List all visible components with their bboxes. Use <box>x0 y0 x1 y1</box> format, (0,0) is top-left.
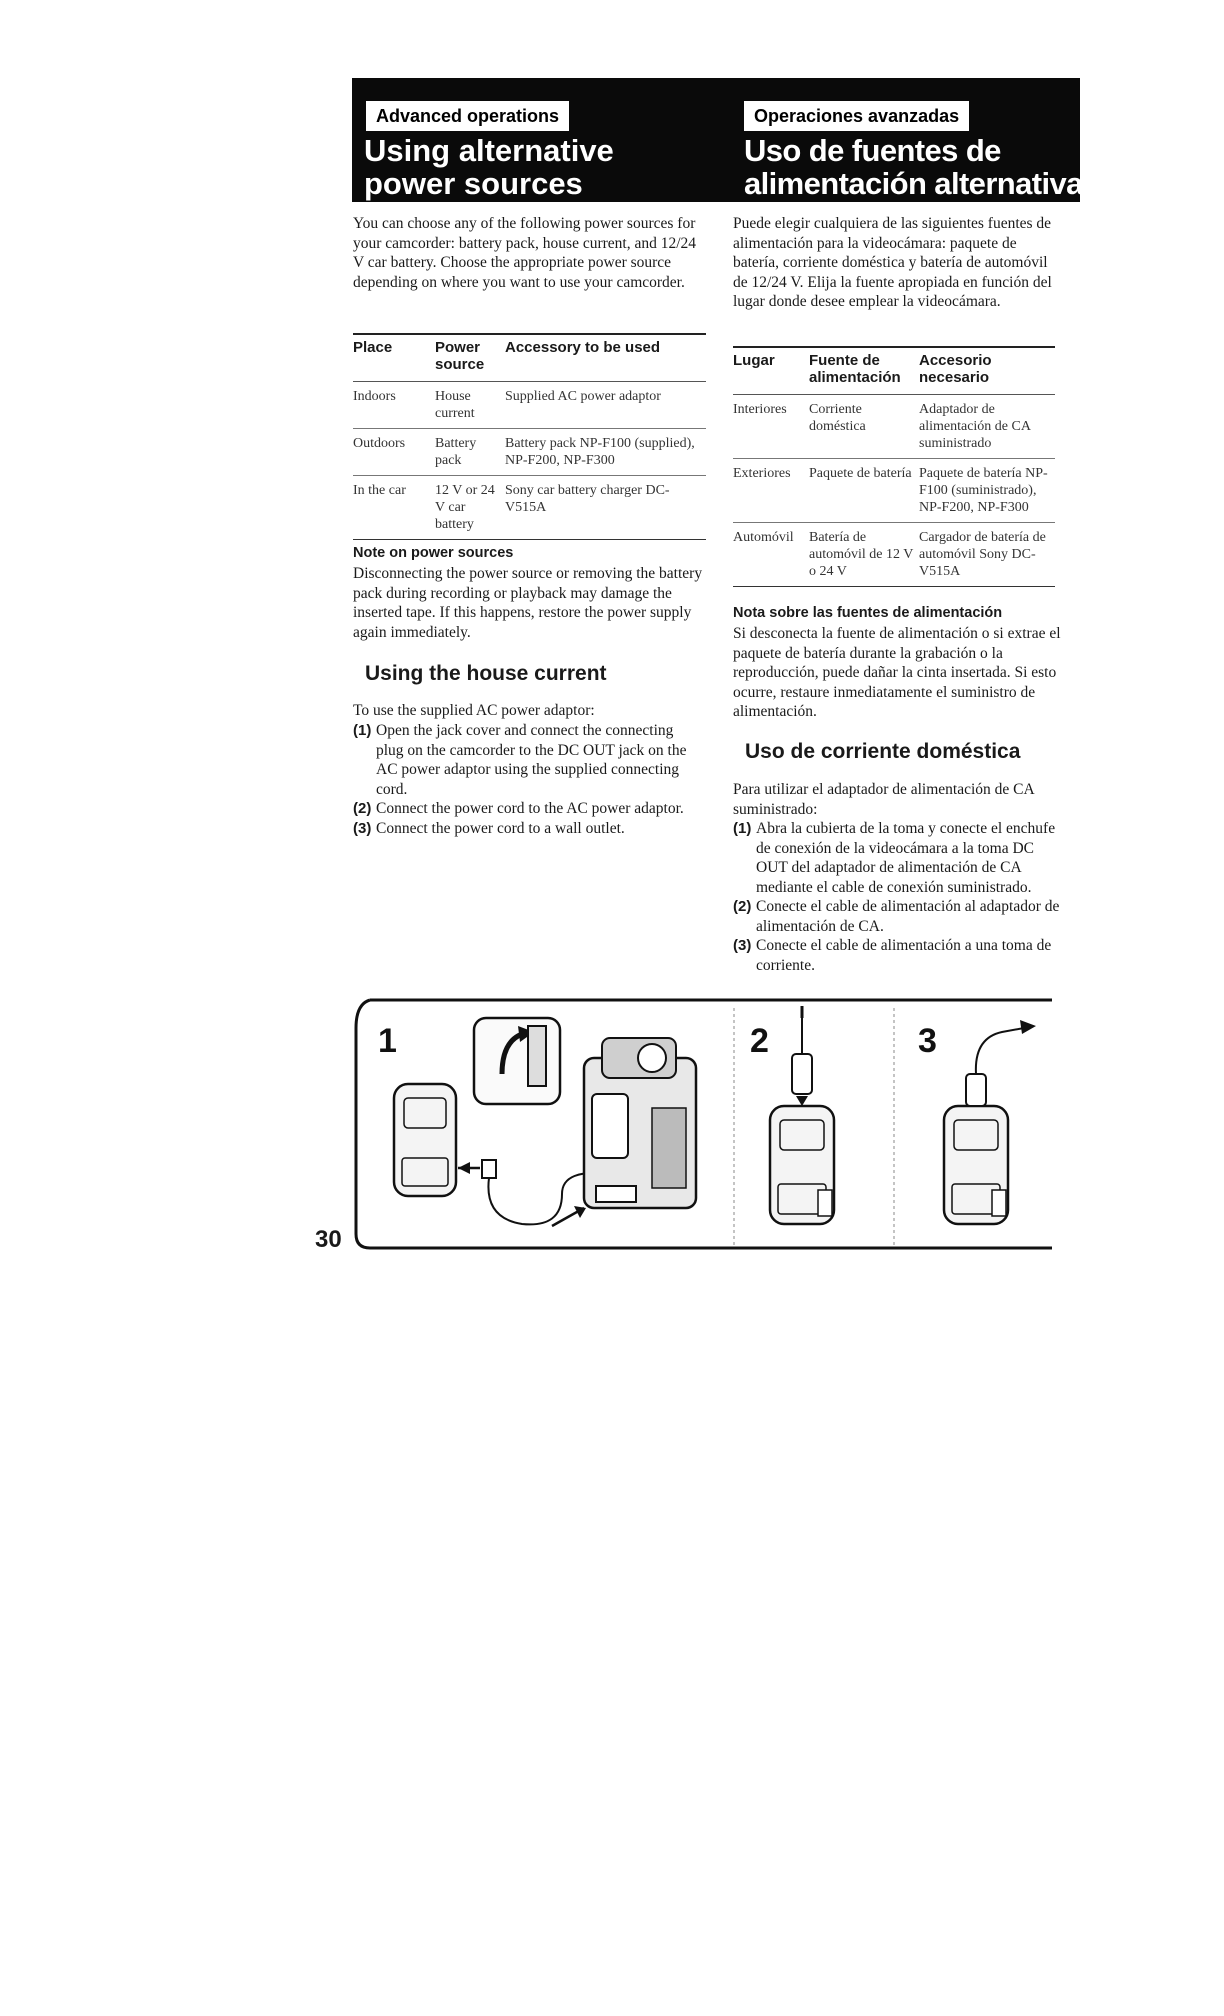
table-cell: Supplied AC power adaptor <box>505 382 706 429</box>
step-number: (3) <box>733 937 752 954</box>
table-cell: Battery pack <box>435 429 505 476</box>
steps-list-spanish <box>733 819 1063 975</box>
ac-adaptor-icon <box>394 1084 480 1196</box>
table-cell: Paquete de batería <box>809 459 919 523</box>
section-heading-spanish: Uso de corriente doméstica <box>745 740 1021 763</box>
step-label-1: 1 <box>378 1022 397 1060</box>
table-header: Power source <box>435 334 505 382</box>
table-cell: In the car <box>353 476 435 540</box>
step-text: Connect the power cord to a wall outlet. <box>376 819 625 837</box>
table-cell: House current <box>435 382 505 429</box>
title-line-1: Uso de fuentes de <box>744 133 1001 168</box>
step-number: (1) <box>353 722 372 739</box>
intro-spanish: Puede elegir cualquiera de las siguientes fuentes de alimentación para la videocámara: paquete de batería, corriente doméstica y batería de automóvil de 12/24 V. Elija la fuente apropiada en función del lugar donde desee emplear la videocámara. <box>733 215 1052 310</box>
step-label-3: 3 <box>918 1022 937 1060</box>
jack-cover-detail <box>474 1018 560 1104</box>
intro-english: You can choose any of the following power sources for your camcorder: battery pack, house current, and 12/24 V car battery. Choose the appropriate power source depending on where you want to use your camcorder. <box>353 215 697 291</box>
step-text: Abra la cubierta de la toma y conecte el enchufe de conexión de la videocámara a la toma DC OUT del adaptador de alimentación de CA mediante el cable de conexión suministrado. <box>756 820 1056 896</box>
section-tag-english: Advanced operations <box>366 101 569 131</box>
step-text: Connect the power cord to the AC power adaptor. <box>376 800 684 817</box>
table-cell: Interiores <box>733 395 809 459</box>
step-number: (2) <box>353 800 372 817</box>
table-cell: Paquete de batería NP-F100 (suministrado), NP-F200, NP-F300 <box>919 459 1055 523</box>
table-header: Fuente de alimentación <box>809 347 919 395</box>
power-cord-icon <box>966 1020 1036 1106</box>
table-header: Accesorio necesario <box>919 347 1055 395</box>
step-text: Open the jack cover and connect the connecting plug on the camcorder to the DC OUT jack on the AC power adaptor using the supplied connecting cord. <box>376 722 687 798</box>
house-intro-english: To use the supplied AC power adaptor: <box>353 702 595 719</box>
power-table-english <box>353 333 706 540</box>
power-cord-icon <box>792 1006 812 1106</box>
list-item <box>733 936 1063 975</box>
step-number: (3) <box>353 819 372 837</box>
table-cell: Automóvil <box>733 523 809 587</box>
table-cell: Exteriores <box>733 459 809 523</box>
page-title-spanish <box>744 134 1099 200</box>
table-row <box>353 476 706 540</box>
section-heading-english: Using the house current <box>365 662 607 685</box>
page-number: 30 <box>315 1226 342 1253</box>
table-cell: Battery pack NP-F100 (supplied), NP-F200, NP-F300 <box>505 429 706 476</box>
title-line-2: power sources <box>364 166 583 201</box>
camcorder-icon <box>552 1038 696 1226</box>
power-table-spanish <box>733 346 1055 587</box>
table-header: Lugar <box>733 347 809 395</box>
note-heading-spanish: Nota sobre las fuentes de alimentación <box>733 605 1003 621</box>
section-tag-spanish: Operaciones avanzadas <box>744 101 969 131</box>
table-cell: 12 V or 24 V car battery <box>435 476 505 540</box>
note-heading-english: Note on power sources <box>353 545 514 561</box>
table-row <box>733 395 1055 459</box>
list-item <box>733 897 1063 936</box>
step-number: (1) <box>733 820 752 837</box>
steps-list-english <box>353 721 703 838</box>
step-number: (2) <box>733 898 752 915</box>
note-text-english: Disconnecting the power source or removing the battery pack during recording or playback may damage the inserted tape. If this happens, restore the power supply again immediately. <box>353 565 703 641</box>
house-intro-spanish: Para utilizar el adaptador de alimentación de CA suministrado: <box>733 781 1034 818</box>
list-item <box>733 819 1063 897</box>
table-cell: Adaptador de alimentación de CA suministrado <box>919 395 1055 459</box>
table-cell: Batería de automóvil de 12 V o 24 V <box>809 523 919 587</box>
list-item <box>353 799 703 819</box>
list-item <box>353 721 703 799</box>
step-text: Conecte el cable de alimentación al adaptador de alimentación de CA. <box>756 898 1060 935</box>
table-row <box>353 382 706 429</box>
table-cell: Sony car battery charger DC-V515A <box>505 476 706 540</box>
title-line-1: Using alternative <box>364 133 614 168</box>
step-label-2: 2 <box>750 1022 769 1060</box>
step-text: Conecte el cable de alimentación a una toma de corriente. <box>756 937 1052 974</box>
table-cell: Cargador de batería de automóvil Sony DC-V515A <box>919 523 1055 587</box>
table-cell: Corriente doméstica <box>809 395 919 459</box>
page-title-english <box>364 134 614 200</box>
list-item <box>353 819 703 839</box>
illustration-svg <box>352 998 1052 1250</box>
title-line-2: alimentación alternativas <box>744 166 1100 201</box>
table-header: Accessory to be used <box>505 334 706 382</box>
note-text-spanish: Si desconecta la fuente de alimentación o si extrae el paquete de batería durante la grabación o la reproducción, puede dañar la cinta insertada. Si esto ocurre, restaure inmediatamente el suministro de alimentación. <box>733 625 1061 720</box>
table-cell: Indoors <box>353 382 435 429</box>
connection-illustration <box>352 998 1052 1250</box>
table-row <box>733 459 1055 523</box>
table-row <box>733 523 1055 587</box>
table-row <box>353 429 706 476</box>
ac-adaptor-icon <box>770 1106 834 1224</box>
table-header: Place <box>353 334 435 382</box>
ac-adaptor-icon <box>944 1106 1008 1224</box>
table-cell: Outdoors <box>353 429 435 476</box>
